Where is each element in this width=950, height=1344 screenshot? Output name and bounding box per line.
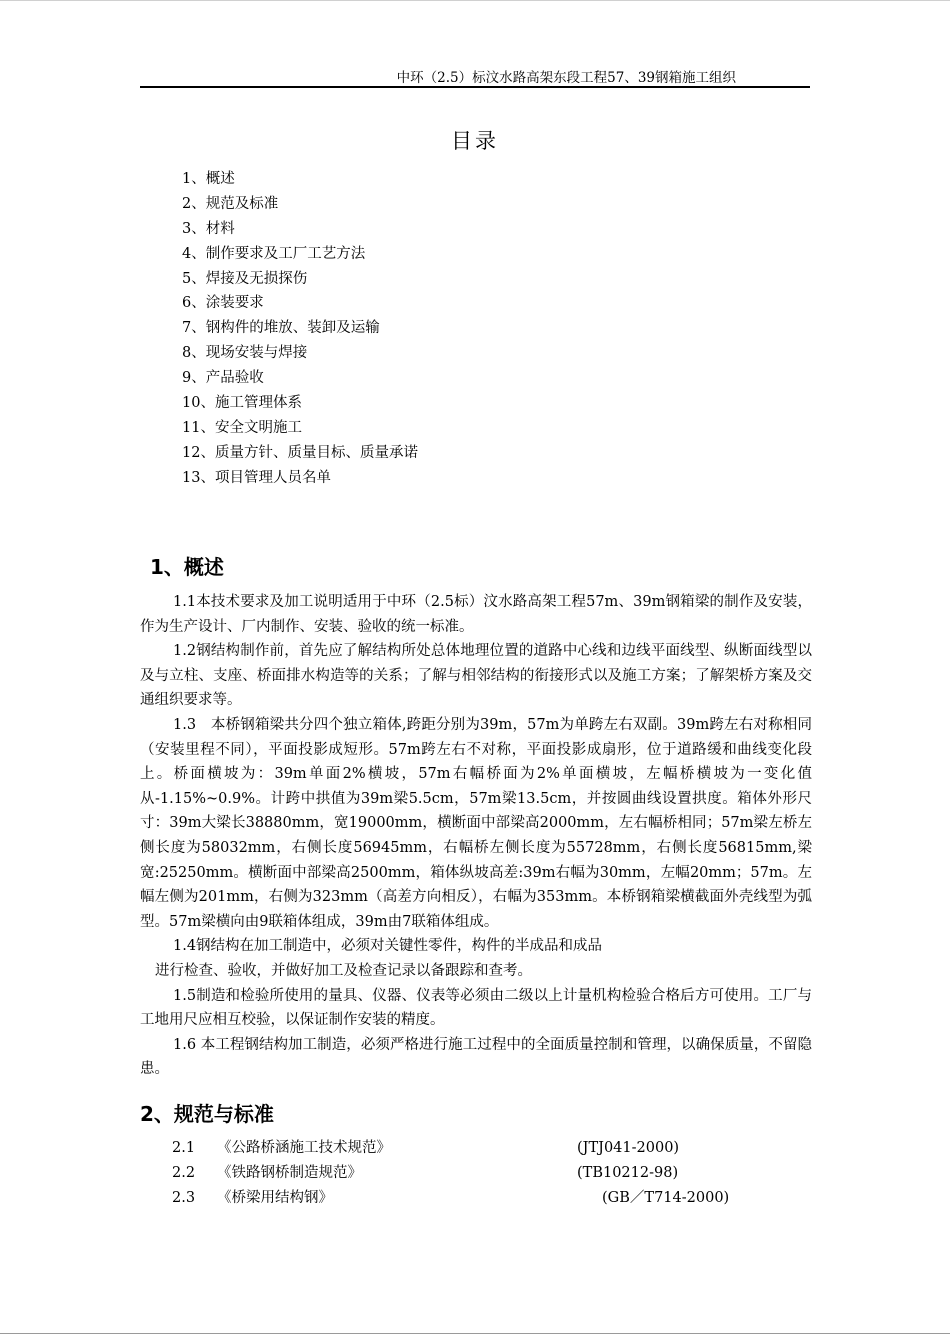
standard-name: 《铁路钢桥制造规范》 (217, 1164, 362, 1181)
toc-item: 9、产品验收 (182, 370, 264, 387)
toc-item: 5、焊接及无损探伤 (182, 270, 308, 287)
paragraph-1-3: 1.3 本桥钢箱梁共分四个独立箱体,跨距分别为39m，57m为单跨左右双副。39m跨左右对称相同（安装里程不同），平面投影成短形。57m跨左右不对称，平面投影成扇形，位于道路缓和曲线变化段上。桥面横坡为：39m单面2%横坡，57m右幅桥面为2%单面横坡，左幅桥横坡为一变化值从-1.15%~0.9%。计跨中拱值为39m梁5.5cm，57m梁13.5cm，并按圆曲线设置拱度。箱体外形尺寸：39m大梁长38880mm，宽19000mm，横断面中部梁高2000mm，左右幅桥相同；57m梁左桥左侧长度为58032mm，右侧长度56945mm，右幅桥左侧长度为55728mm，右侧长度56815mm,梁宽:25250mm。横断面中部梁高2500mm，箱体纵坡高差:39m右幅为30mm，左幅20mm；57m。左幅左侧为201mm，右侧为323mm（高差方向相反），右幅为353mm。本桥钢箱梁横截面外壳线型为弧型。57m梁横向由9联箱体组成，39m由7联箱体组成。 (140, 716, 812, 930)
standard-number: 2.2 (172, 1164, 196, 1181)
standard-code: (TB10212-98) (577, 1164, 679, 1181)
toc-item: 11、安全文明施工 (182, 419, 302, 436)
toc-item: 7、钢构件的堆放、装卸及运输 (182, 320, 380, 337)
standard-number: 2.1 (172, 1140, 196, 1156)
standard-row (172, 1136, 792, 1161)
paragraph-1-4-continued: 进行检查、验收，并做好加工及检查记录以备跟踪和查考。 (155, 962, 532, 979)
standard-name: 《公路桥涵施工技术规范》 (217, 1140, 391, 1156)
toc-title: 目录 (451, 129, 499, 153)
section-1-heading: 1、概述 (150, 555, 224, 579)
paragraph-1-6: 1.6 本工程钢结构加工制造，必须严格进行施工过程中的全面质量控制和管理，以确保质量，不留隐患。 (140, 1036, 812, 1078)
section-2-heading: 2、规范与标准 (140, 1102, 274, 1126)
toc-item: 6、涂装要求 (182, 295, 264, 312)
paragraph-1-2: 1.2钢结构制作前，首先应了解结构所处总体地理位置的道路中心线和边线平面线型、纵断面线型以及与立柱、支座、桥面排水构造等的关系；了解与相邻结构的衔接形式以及施工方案；了解架桥方案及交通组织要求等。 (140, 643, 812, 709)
paragraph-1-5: 1.5制造和检验所使用的量具、仪器、仪表等必须由二级以上计量机构检验合格后方可使用。工厂与工地用尺应相互校验，以保证制作安装的精度。 (140, 987, 812, 1029)
toc-item: 12、质量方针、质量目标、质量承诺 (182, 444, 418, 461)
standard-code: (JTJ041-2000) (577, 1140, 680, 1156)
toc-item: 2、规范及标准 (182, 195, 279, 212)
standards-list (172, 1136, 792, 1210)
running-header-title: 中环（2.5）标汶水路高架东段工程57、39钢箱施工组织 (396, 70, 736, 86)
toc-item: 8、现场安装与焊接 (182, 345, 308, 362)
standard-name: 《桥梁用结构钢》 (217, 1189, 333, 1206)
running-header (140, 62, 810, 88)
standard-code: (GB／T714-2000) (602, 1189, 730, 1206)
toc-item: 13、项目管理人员名单 (182, 469, 331, 486)
toc-item: 1、概述 (182, 171, 235, 187)
toc-item: 3、材料 (182, 220, 235, 237)
paragraph-1-4: 1.4钢结构在加工制造中，必须对关键性零件，构件的半成品和成品 (173, 938, 603, 955)
page-top-border (0, 0, 950, 1)
paragraph-1-1: 1.1本技术要求及加工说明适用于中环（2.5标）汶水路高架工程57m、39m钢箱梁的制作及安装，作为生产设计、厂内制作、安装、验收的统一标准。 (140, 594, 812, 635)
section-1-body (140, 590, 812, 1082)
toc-list (182, 167, 418, 491)
toc-item: 10、施工管理体系 (182, 395, 302, 412)
standard-number: 2.3 (172, 1189, 196, 1206)
standard-row (172, 1161, 792, 1186)
toc-item: 4、制作要求及工厂工艺方法 (182, 245, 366, 262)
standard-row (172, 1186, 792, 1211)
page-bottom-border (0, 1333, 950, 1334)
